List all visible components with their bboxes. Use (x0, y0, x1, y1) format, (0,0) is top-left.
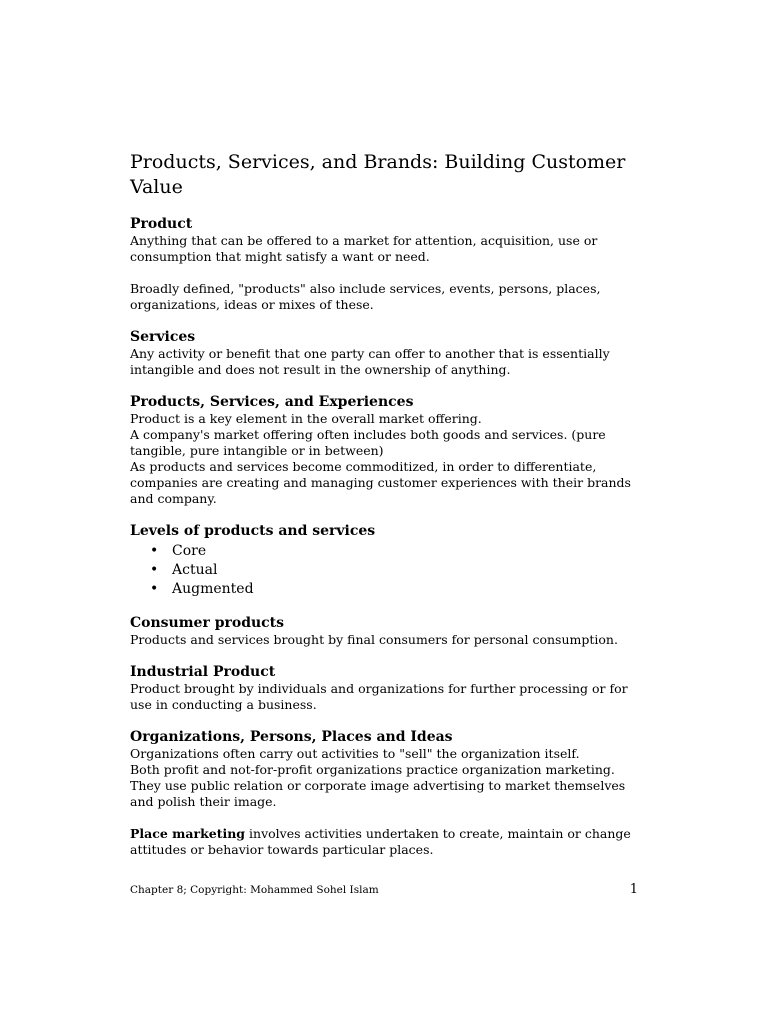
section-product (130, 216, 650, 313)
bullet-icon: • (150, 543, 159, 559)
section-heading: Product (130, 216, 193, 232)
paragraph: Product is a key element in the overall market offering. (130, 411, 482, 426)
section-consumer (130, 615, 650, 648)
page-footer (130, 882, 638, 898)
levels-list (130, 542, 650, 599)
section-heading: Consumer products (130, 615, 285, 631)
bold-term: Place marketing (130, 826, 246, 841)
paragraph: Products and services brought by final consumers for personal consumption. (130, 632, 618, 647)
list-item: • Core (150, 543, 207, 559)
list-item: • Augmented (150, 581, 254, 597)
section-services (130, 329, 650, 378)
section-experiences (130, 394, 650, 507)
paragraph: A company's market offering often includes both goods and services. (pure tangible, pure intangible or in between) (130, 427, 606, 458)
section-heading: Levels of products and services (130, 523, 376, 539)
paragraph: Broadly defined, "products" also include services, events, persons, places, organizations, ideas or mixes of these. (130, 281, 601, 312)
paragraph: Organizations often carry out activities to "sell" the organization itself. (130, 746, 580, 761)
bullet-icon: • (150, 562, 159, 578)
document-page (130, 150, 650, 874)
section-heading: Industrial Product (130, 664, 276, 680)
section-industrial (130, 664, 650, 713)
paragraph: Anything that can be offered to a market for attention, acquisition, use or consumption that might satisfy a want or need. (130, 233, 598, 264)
section-levels (130, 523, 650, 599)
section-place-marketing (130, 826, 650, 858)
section-organizations (130, 729, 650, 810)
paragraph: Place marketing involves activities undertaken to create, maintain or change attitudes or behavior towards particular places. (130, 826, 631, 857)
footer-copyright: Chapter 8; Copyright: Mohammed Sohel Islam (130, 884, 379, 896)
list-item: • Actual (150, 562, 218, 578)
paragraph: Product brought by individuals and organizations for further processing or for use in conducting a business. (130, 681, 628, 712)
bullet-icon: • (150, 581, 159, 597)
paragraph: As products and services become commoditized, in order to differentiate, companies are creating and managing customer experiences with their brands and company. (130, 459, 631, 506)
paragraph: Both profit and not-for-profit organizations practice organization marketing. (130, 762, 615, 777)
section-heading: Services (130, 329, 196, 345)
page-title: Products, Services, and Brands: Building Customer Value (130, 151, 626, 198)
section-heading: Products, Services, and Experiences (130, 394, 414, 410)
page-number: 1 (629, 882, 638, 897)
paragraph: They use public relation or corporate image advertising to market themselves and polish their image. (130, 778, 626, 809)
paragraph: Any activity or benefit that one party can offer to another that is essentially intangible and does not result in the ownership of anything. (130, 346, 610, 377)
section-heading: Organizations, Persons, Places and Ideas (130, 729, 453, 745)
